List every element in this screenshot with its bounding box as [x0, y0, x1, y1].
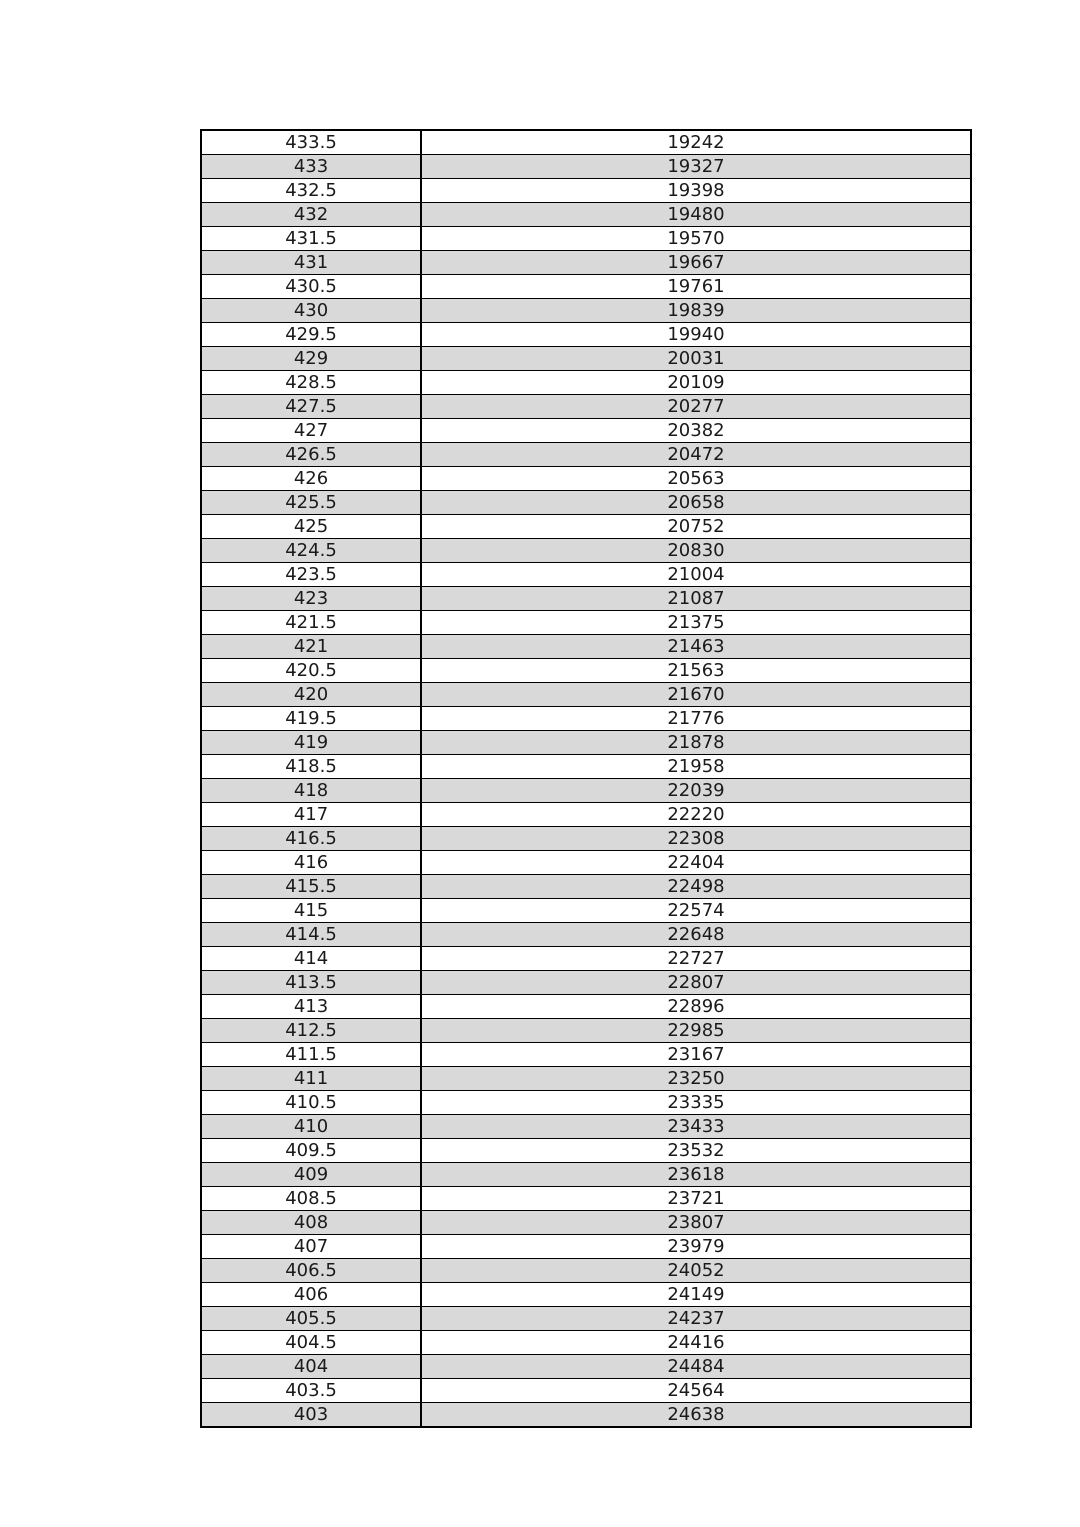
- rank-cell: 24416: [421, 1331, 970, 1355]
- rank-cell: 20563: [421, 467, 970, 491]
- rank-cell: 24149: [421, 1283, 970, 1307]
- rank-cell: 22498: [421, 875, 970, 899]
- table-row: [202, 683, 970, 707]
- score-cell: 404: [202, 1355, 421, 1379]
- table-row: [202, 251, 970, 275]
- rank-cell: 23335: [421, 1091, 970, 1115]
- score-cell: 403: [202, 1403, 421, 1427]
- table-row: [202, 587, 970, 611]
- score-cell: 426.5: [202, 443, 421, 467]
- table-row: [202, 755, 970, 779]
- score-cell: 404.5: [202, 1331, 421, 1355]
- score-cell: 420.5: [202, 659, 421, 683]
- score-cell: 432.5: [202, 179, 421, 203]
- score-cell: 406: [202, 1283, 421, 1307]
- table-row: [202, 923, 970, 947]
- rank-cell: 20830: [421, 539, 970, 563]
- table-row: [202, 803, 970, 827]
- rank-cell: 20031: [421, 347, 970, 371]
- table-row: [202, 323, 970, 347]
- score-cell: 412.5: [202, 1019, 421, 1043]
- table-row: [202, 899, 970, 923]
- table-row: [202, 1259, 970, 1283]
- rank-cell: 20277: [421, 395, 970, 419]
- rank-cell: 23250: [421, 1067, 970, 1091]
- score-cell: 433: [202, 155, 421, 179]
- rank-cell: 22574: [421, 899, 970, 923]
- table-row: [202, 875, 970, 899]
- rank-cell: 22039: [421, 779, 970, 803]
- rank-cell: 22807: [421, 971, 970, 995]
- score-cell: 425: [202, 515, 421, 539]
- score-cell: 409: [202, 1163, 421, 1187]
- rank-cell: 20658: [421, 491, 970, 515]
- score-cell: 408: [202, 1211, 421, 1235]
- score-cell: 406.5: [202, 1259, 421, 1283]
- score-cell: 411: [202, 1067, 421, 1091]
- table-row: [202, 371, 970, 395]
- score-cell: 408.5: [202, 1187, 421, 1211]
- table-row: [202, 947, 970, 971]
- rank-cell: 20109: [421, 371, 970, 395]
- rank-cell: 21087: [421, 587, 970, 611]
- table-row: [202, 1187, 970, 1211]
- table-row: [202, 971, 970, 995]
- rank-cell: 22896: [421, 995, 970, 1019]
- table-body: [202, 131, 970, 1426]
- score-cell: 416: [202, 851, 421, 875]
- rank-cell: 20752: [421, 515, 970, 539]
- table-row: [202, 1139, 970, 1163]
- table-row: [202, 731, 970, 755]
- rank-cell: 22220: [421, 803, 970, 827]
- score-cell: 405.5: [202, 1307, 421, 1331]
- rank-cell: 19398: [421, 179, 970, 203]
- rank-cell: 22985: [421, 1019, 970, 1043]
- score-cell: 416.5: [202, 827, 421, 851]
- table-row: [202, 851, 970, 875]
- rank-cell: 19327: [421, 155, 970, 179]
- score-cell: 429.5: [202, 323, 421, 347]
- score-cell: 421.5: [202, 611, 421, 635]
- rank-cell: 24638: [421, 1403, 970, 1427]
- table-row: [202, 635, 970, 659]
- table-row: [202, 1115, 970, 1139]
- table-row: [202, 995, 970, 1019]
- rank-cell: 22404: [421, 851, 970, 875]
- score-cell: 421: [202, 635, 421, 659]
- score-cell: 425.5: [202, 491, 421, 515]
- score-cell: 424.5: [202, 539, 421, 563]
- score-cell: 414.5: [202, 923, 421, 947]
- score-cell: 419: [202, 731, 421, 755]
- table-row: [202, 1235, 970, 1259]
- rank-cell: 22308: [421, 827, 970, 851]
- table-row: [202, 467, 970, 491]
- score-cell: 427.5: [202, 395, 421, 419]
- table-row: [202, 827, 970, 851]
- score-cell: 418: [202, 779, 421, 803]
- table-row: [202, 299, 970, 323]
- score-cell: 411.5: [202, 1043, 421, 1067]
- rank-cell: 21670: [421, 683, 970, 707]
- table-row: [202, 419, 970, 443]
- score-cell: 420: [202, 683, 421, 707]
- rank-cell: 24237: [421, 1307, 970, 1331]
- score-cell: 415.5: [202, 875, 421, 899]
- table-row: [202, 227, 970, 251]
- rank-cell: 21958: [421, 755, 970, 779]
- table-row: [202, 275, 970, 299]
- table-row: [202, 443, 970, 467]
- score-rank-table-container: [200, 129, 972, 1428]
- rank-cell: 23167: [421, 1043, 970, 1067]
- score-cell: 419.5: [202, 707, 421, 731]
- score-cell: 417: [202, 803, 421, 827]
- rank-cell: 23532: [421, 1139, 970, 1163]
- rank-cell: 21563: [421, 659, 970, 683]
- table-row: [202, 1163, 970, 1187]
- rank-cell: 24052: [421, 1259, 970, 1283]
- rank-cell: 19480: [421, 203, 970, 227]
- rank-cell: 23618: [421, 1163, 970, 1187]
- table-row: [202, 347, 970, 371]
- score-cell: 429: [202, 347, 421, 371]
- table-row: [202, 539, 970, 563]
- rank-cell: 19570: [421, 227, 970, 251]
- table-row: [202, 1019, 970, 1043]
- table-row: [202, 1283, 970, 1307]
- rank-cell: 19839: [421, 299, 970, 323]
- score-cell: 428.5: [202, 371, 421, 395]
- score-cell: 423.5: [202, 563, 421, 587]
- rank-cell: 21375: [421, 611, 970, 635]
- score-cell: 418.5: [202, 755, 421, 779]
- score-cell: 413: [202, 995, 421, 1019]
- rank-cell: 19667: [421, 251, 970, 275]
- score-cell: 423: [202, 587, 421, 611]
- score-cell: 432: [202, 203, 421, 227]
- table-row: [202, 1403, 970, 1427]
- table-row: [202, 1211, 970, 1235]
- score-cell: 403.5: [202, 1379, 421, 1403]
- score-cell: 427: [202, 419, 421, 443]
- rank-cell: 19242: [421, 131, 970, 155]
- rank-cell: 20382: [421, 419, 970, 443]
- rank-cell: 20472: [421, 443, 970, 467]
- table-row: [202, 659, 970, 683]
- score-cell: 410: [202, 1115, 421, 1139]
- table-row: [202, 563, 970, 587]
- table-row: [202, 1067, 970, 1091]
- table-row: [202, 515, 970, 539]
- table-row: [202, 1331, 970, 1355]
- table-row: [202, 491, 970, 515]
- rank-cell: 23807: [421, 1211, 970, 1235]
- table-row: [202, 1091, 970, 1115]
- table-row: [202, 155, 970, 179]
- score-cell: 430: [202, 299, 421, 323]
- table-row: [202, 707, 970, 731]
- score-cell: 414: [202, 947, 421, 971]
- rank-cell: 23721: [421, 1187, 970, 1211]
- rank-cell: 21004: [421, 563, 970, 587]
- score-cell: 415: [202, 899, 421, 923]
- rank-cell: 22648: [421, 923, 970, 947]
- table-row: [202, 1355, 970, 1379]
- table-row: [202, 1307, 970, 1331]
- table-row: [202, 203, 970, 227]
- table-row: [202, 779, 970, 803]
- score-cell: 409.5: [202, 1139, 421, 1163]
- score-cell: 407: [202, 1235, 421, 1259]
- score-cell: 431: [202, 251, 421, 275]
- score-cell: 413.5: [202, 971, 421, 995]
- score-cell: 426: [202, 467, 421, 491]
- rank-cell: 24564: [421, 1379, 970, 1403]
- score-cell: 410.5: [202, 1091, 421, 1115]
- rank-cell: 24484: [421, 1355, 970, 1379]
- table-row: [202, 1043, 970, 1067]
- table-row: [202, 611, 970, 635]
- rank-cell: 22727: [421, 947, 970, 971]
- rank-cell: 21776: [421, 707, 970, 731]
- rank-cell: 23979: [421, 1235, 970, 1259]
- rank-cell: 21878: [421, 731, 970, 755]
- score-cell: 433.5: [202, 131, 421, 155]
- rank-cell: 19940: [421, 323, 970, 347]
- rank-cell: 23433: [421, 1115, 970, 1139]
- table-row: [202, 395, 970, 419]
- table-row: [202, 179, 970, 203]
- score-cell: 430.5: [202, 275, 421, 299]
- score-cell: 431.5: [202, 227, 421, 251]
- rank-cell: 21463: [421, 635, 970, 659]
- table-row: [202, 1379, 970, 1403]
- score-rank-table: [202, 131, 970, 1426]
- table-row: [202, 131, 970, 155]
- rank-cell: 19761: [421, 275, 970, 299]
